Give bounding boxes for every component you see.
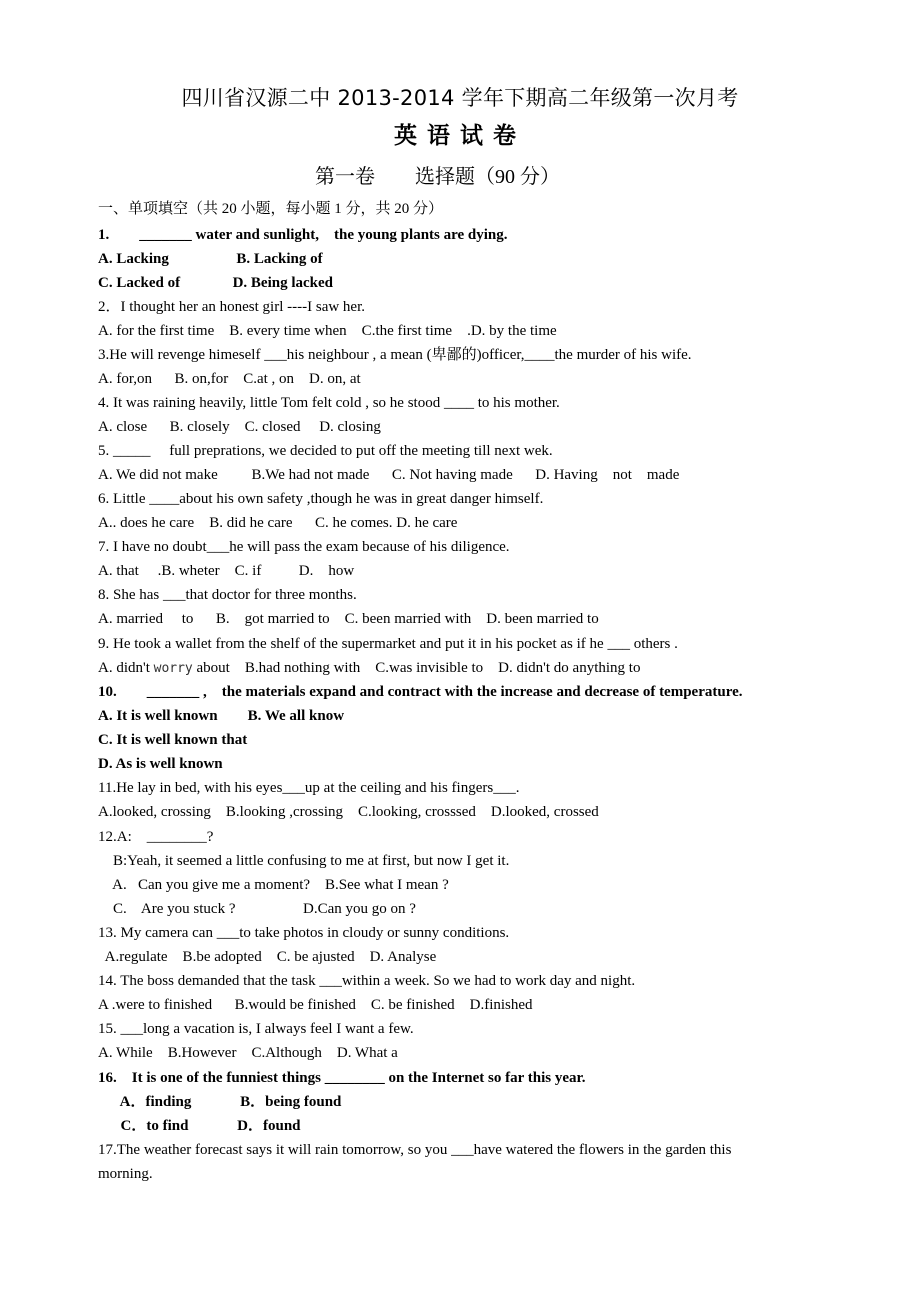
question-9-option-rest: about B.had nothing with C.was invisible to D. didn't do anything to	[192, 660, 641, 676]
subject-title: 英语试卷	[394, 123, 526, 149]
question-12-options-cd: C. Are you stuck ? D.Can you go on ?	[98, 901, 416, 917]
question-2: 2．I thought her an honest girl ----I saw her.	[98, 299, 366, 315]
question-5-options: A. We did not make B.We had not made C. Not having made D. Having not made	[98, 467, 680, 483]
question-6-options: A.. does he care B. did he care C. he comes. D. he care	[98, 515, 458, 531]
question-15-options: A. While B.However C.Although D. What a	[98, 1045, 398, 1061]
question-3: 3.He will revenge himeself ___his neighbour , a mean (卑鄙的)officer,____the murder of his wife.	[98, 347, 692, 363]
question-7-options: A. that .B. wheter C. if D. how	[98, 563, 355, 579]
question-1-options-cd: C. Lacked of D. Being lacked	[98, 275, 334, 291]
question-8-options: A. married to B. got married to C. been married with D. been married to	[98, 611, 599, 627]
question-11-options: A.looked, crossing B.looking ,crossing C.looking, crosssed D.looked, crossed	[98, 804, 599, 820]
question-17: 17.The weather forecast says it will rain tomorrow, so you ___have watered the flowers in the garden this	[98, 1142, 732, 1158]
question-10: 10. _______ , the materials expand and contract with the increase and decrease of temperature.	[98, 684, 743, 700]
question-16-options-ab: A．finding B．being found	[98, 1094, 342, 1110]
question-7: 7. I have no doubt___he will pass the exam because of his diligence.	[98, 539, 510, 555]
question-1: 1. _______ water and sunlight, the young plants are dying.	[98, 227, 508, 243]
question-13-options: A.regulate B.be adopted C. be ajusted D. Analyse	[98, 949, 437, 965]
question-17-continued: morning.	[98, 1166, 153, 1182]
section-heading: 一、单项填空（共 20 小题，每小题 1 分，共 20 分）	[98, 201, 444, 217]
question-4: 4. It was raining heavily, little Tom felt cold , so he stood ____ to his mother.	[98, 395, 560, 411]
part-title: 选择题（90 分）	[415, 166, 560, 188]
question-11: 11.He lay in bed, with his eyes___up at the ceiling and his fingers___.	[98, 780, 520, 796]
question-1-options-ab: A. Lacking B. Lacking of	[98, 251, 323, 267]
question-14: 14. The boss demanded that the task ___within a week. So we had to work day and night.	[98, 973, 636, 989]
question-12: 12.A: ________?	[98, 829, 214, 845]
question-15: 15. ___long a vacation is, I always feel I want a few.	[98, 1021, 414, 1037]
part-heading	[315, 160, 560, 189]
question-9: 9. He took a wallet from the shelf of the supermarket and put it in his pocket as if he ___ others .	[98, 636, 678, 652]
question-6: 6. Little ____about his own safety ,though he was in great danger himself.	[98, 491, 544, 507]
question-12-dialogue: B:Yeah, it seemed a little confusing to me at first, but now I get it.	[98, 853, 510, 869]
question-16-options-cd: C．to find D．found	[98, 1118, 301, 1134]
question-12-options-ab: A. Can you give me a moment? B.See what I mean ?	[98, 877, 449, 893]
question-14-options: A .were to finished B.would be finished C. be finished D.finished	[98, 997, 533, 1013]
part-label: 第一卷	[315, 166, 375, 188]
question-10-option-a-b: A. It is well known B. We all know	[98, 708, 345, 724]
question-3-options: A. for,on B. on,for C.at , on D. on, at	[98, 371, 361, 387]
question-9-options	[98, 658, 640, 679]
question-16: 16. It is one of the funniest things ________ on the Internet so far this year.	[98, 1070, 586, 1086]
question-2-options: A. for the first time B. every time when C.the first time .D. by the time	[98, 323, 557, 339]
question-5: 5. _____ full preprations, we decided to put off the meeting till next wek.	[98, 443, 553, 459]
exam-title: 四川省汉源二中 2013-2014 学年下期高二年级第一次月考	[181, 86, 739, 110]
question-9-option-word: worry	[153, 661, 193, 676]
question-8: 8. She has ___that doctor for three months.	[98, 587, 357, 603]
question-4-options: A. close B. closely C. closed D. closing	[98, 419, 381, 435]
question-10-option-d: D. As is well known	[98, 756, 223, 772]
question-13: 13. My camera can ___to take photos in cloudy or sunny conditions.	[98, 925, 510, 941]
question-9-option-a-prefix: A. didn't	[98, 660, 154, 676]
question-10-option-c: C. It is well known that	[98, 732, 248, 748]
